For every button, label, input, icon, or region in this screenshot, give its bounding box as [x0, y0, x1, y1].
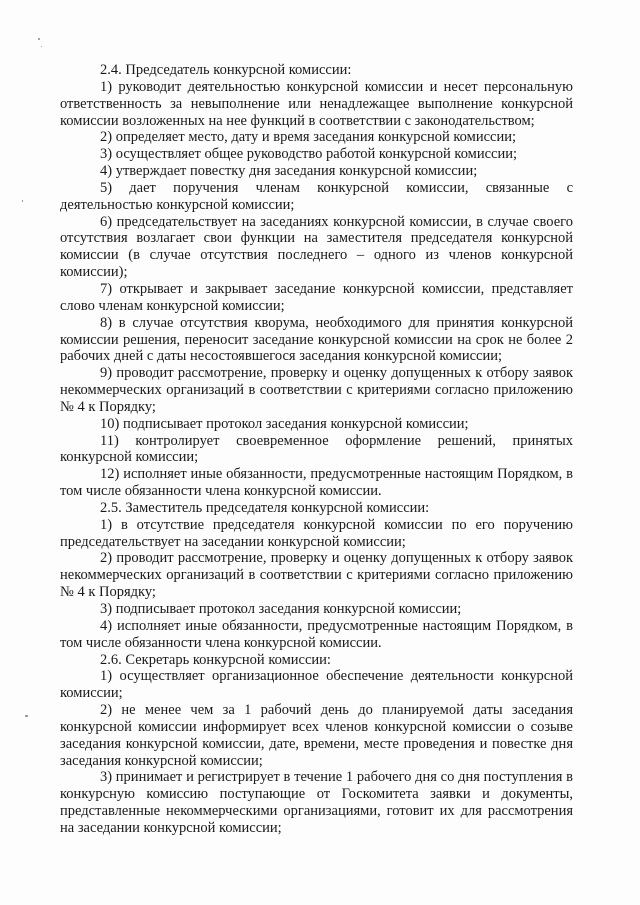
scan-speck [22, 200, 23, 202]
section-heading-2-4: 2.4. Председатель конкурсной комиссии: [100, 62, 352, 78]
paragraph: 4) исполняет иные обязанности, предусмотренные настоящим Порядком, в том числе обязанности члена конкурсной комиссии. [60, 617, 573, 651]
paragraph: 6) председательствует на заседаниях конкурсной комиссии, в случае своего отсутствия возлагает свои функции на заместителя председателя конкурсной комиссии (в случае отсутствия последнего – одного из членов конкурсной комиссии); [60, 213, 573, 281]
paragraph: 12) исполняет иные обязанности, предусмотренные настоящим Порядком, в том числе обязанности члена конкурсной комиссии. [60, 466, 573, 500]
paragraph: 2) не менее чем за 1 рабочий день до планируемой даты заседания конкурсной комиссии информирует всех членов конкурсной комиссии о созыве заседания конкурсной комиссии, дате, времени, месте проведения и повестке дня заседания конкурсной комиссии; [60, 702, 573, 769]
paragraph: 3) принимает и регистрирует в течение 1 рабочего дня со дня поступления в конкурсную комиссию поступающие от Госкомитета заявки и документы, представленные некоммерческими организациями, готовит их для рассмотрения на заседании конкурсной комиссии; [60, 769, 573, 836]
paragraph: 4) утверждает повестку дня заседания конкурсной комиссии; [100, 163, 478, 180]
paragraph: 1) в отсутствие председателя конкурсной комиссии по его поручению председательствует на заседании конкурсной комиссии; [60, 516, 573, 550]
paragraph: 8) в случае отсутствия кворума, необходимого для принятия конкурсной комиссии решения, переносит заседание конкурсной комиссии на срок не более 2 рабочих дней с даты несостоявшегося заседания конкурсной комиссии; [60, 314, 573, 365]
paragraph: 1) руководит деятельностью конкурсной комиссии и несет персональную ответственность за невыполнение или ненадлежащее выполнение конкурсной комиссии возложенных на нее функций в соответствии с законодательством; [60, 78, 573, 129]
document-text [60, 62, 573, 837]
paragraph: 3) осуществляет общее руководство работой конкурсной комиссии; [100, 146, 518, 163]
scan-speck [38, 38, 40, 40]
paragraph: 2) проводит рассмотрение, проверку и оценку допущенных к отбору заявок некоммерческих организаций в соответствии с критериями согласно приложению № 4 к Порядку; [60, 550, 573, 601]
paragraph: 7) открывает и закрывает заседание конкурсной комиссии, представляет слово членам конкурсной комиссии; [60, 280, 573, 314]
section-heading-2-6: 2.6. Секретарь конкурсной комиссии: [100, 651, 331, 668]
paragraph: 3) подписывает протокол заседания конкурсной комиссии; [100, 601, 462, 617]
paragraph: 9) проводит рассмотрение, проверку и оценку допущенных к отбору заявок некоммерческих организаций в соответствии с критериями согласно приложению № 4 к Порядку; [60, 365, 573, 415]
section-heading-2-5: 2.5. Заместитель председателя конкурсной комиссии: [100, 499, 430, 516]
paragraph: 1) осуществляет организационное обеспечение деятельности конкурсной комиссии; [60, 668, 573, 702]
paragraph: 10) подписывает протокол заседания конкурсной комиссии; [100, 415, 469, 432]
paragraph: 2) определяет место, дату и время заседания конкурсной комиссии; [100, 129, 516, 146]
paragraph: 11) контролирует своевременное оформление решений, принятых конкурсной комиссии; [60, 432, 573, 466]
paragraph: 5) дает поручения членам конкурсной комиссии, связанные с деятельностью конкурсной комиссии; [60, 179, 573, 213]
scan-speck [25, 715, 28, 717]
scan-speck [41, 46, 42, 47]
